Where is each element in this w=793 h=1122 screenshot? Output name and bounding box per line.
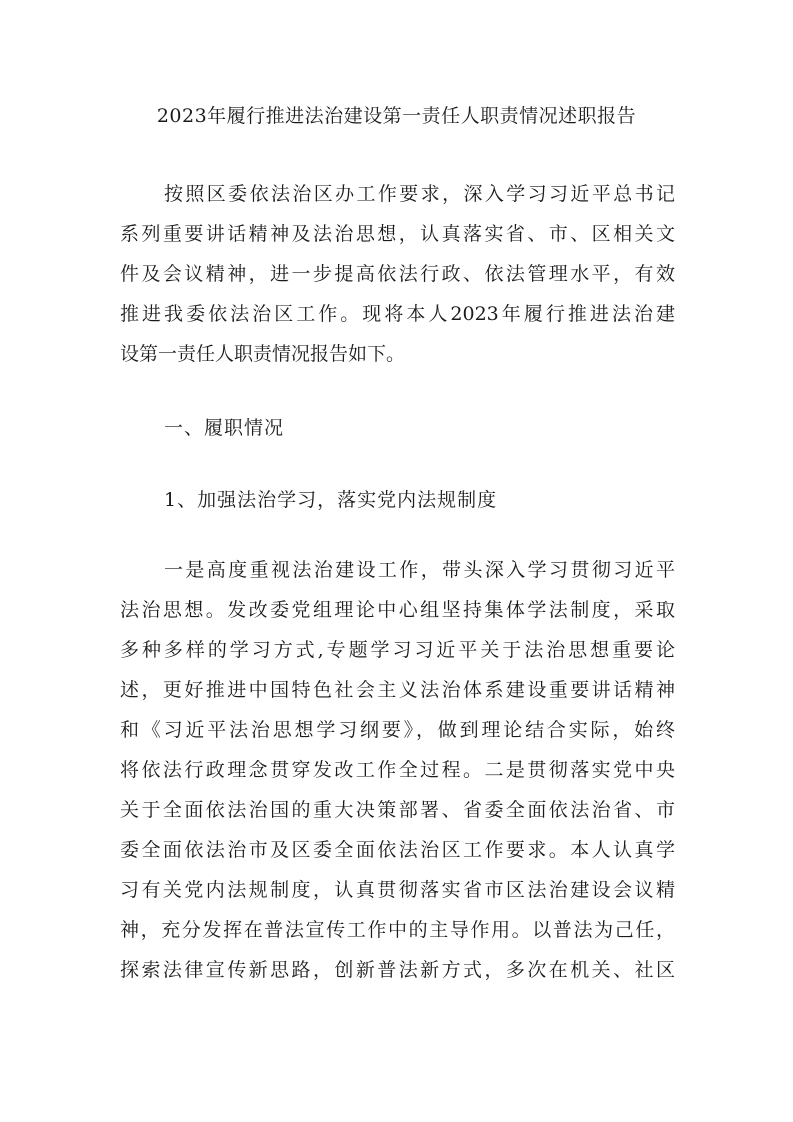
intro-line: 件及会议精神，进一步提高依法行政、依法管理水平，有效 [120, 263, 675, 285]
intro-line: 系列重要讲话精神及法治思想，认真落实省、市、区相关文 [120, 223, 675, 245]
body-line: 习有关党内法规制度，认真贯彻落实省市区法治建设会议精 [120, 879, 675, 901]
body-line: 述，更好推进中国特色社会主义法治体系建设重要讲话精神 [120, 679, 675, 701]
intro-line: 按照区委依法治区办工作要求，深入学习习近平总书记 [164, 183, 675, 205]
body-line: 多种多样的学习方式,专题学习习近平关于法治思想重要论 [120, 639, 675, 661]
intro-line: 设第一责任人职责情况报告如下。 [120, 343, 406, 365]
body-line: 将依法行政理念贯穿发改工作全过程。二是贯彻落实党中央 [120, 759, 675, 781]
subsection-heading: 1、加强法治学习，落实党内法规制度 [164, 489, 498, 511]
document-title: 2023年履行推进法治建设第一责任人职责情况述职报告 [156, 105, 637, 127]
body-line: 委全面依法治市及区委全面依法治区工作要求。本人认真学 [120, 839, 675, 861]
body-line: 关于全面依法治国的重大决策部署、省委全面依法治省、市 [120, 799, 675, 821]
body-line: 探索法律宣传新思路，创新普法新方式，多次在机关、社区 [120, 959, 675, 981]
section-heading: 一、履职情况 [164, 417, 285, 439]
body-line: 和《习近平法治思想学习纲要》，做到理论结合实际，始终 [120, 719, 675, 741]
body-line: 一是高度重视法治建设工作，带头深入学习贯彻习近平 [164, 559, 675, 581]
intro-line: 推进我委依法治区工作。现将本人2023年履行推进法治建 [120, 303, 675, 325]
body-line: 神，充分发挥在普法宣传工作中的主导作用。以普法为己任， [120, 919, 675, 941]
body-line: 法治思想。发改委党组理论中心组坚持集体学法制度，采取 [120, 599, 675, 621]
